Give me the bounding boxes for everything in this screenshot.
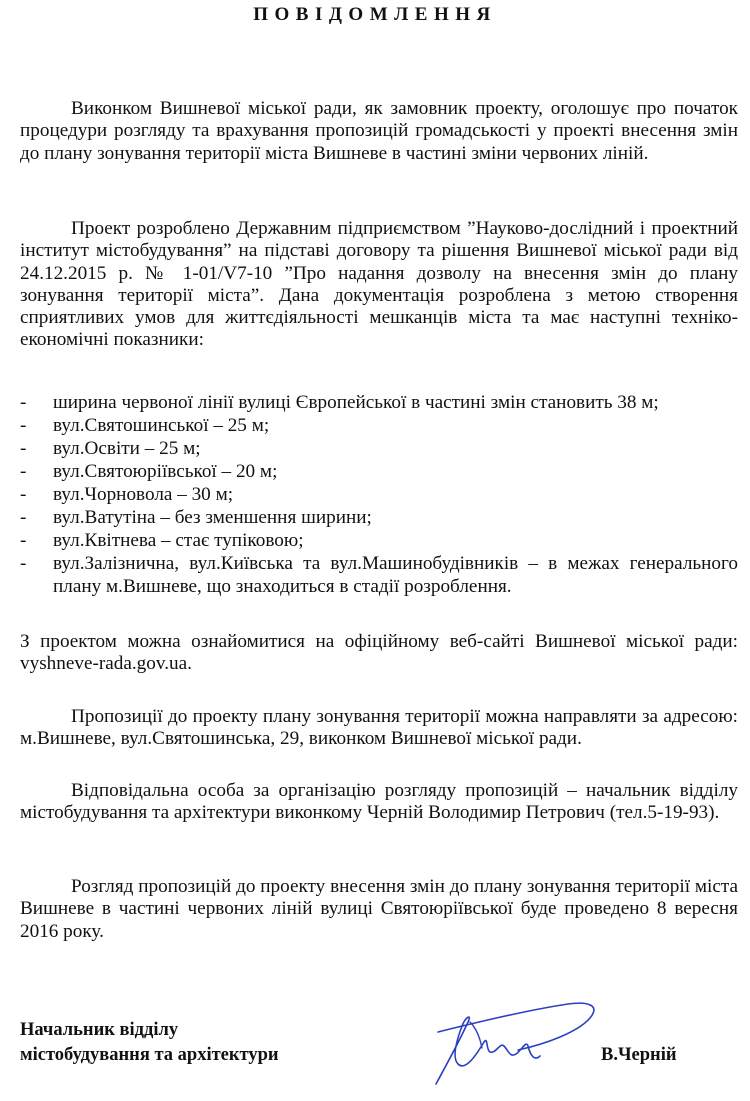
list-dash: - — [20, 507, 27, 528]
indicators-list — [20, 391, 738, 598]
handwritten-signature — [418, 992, 608, 1092]
responsible-person-paragraph: Відповідальна особа за організацію розгляду пропозицій – начальник відділу містобудування та архітектури виконкому Черній Володимир Петрович (тел.5-19-93). — [20, 780, 738, 824]
list-item: - вул.Квітнева – стає тупіковою; — [20, 530, 304, 551]
list-dash: - — [20, 415, 27, 436]
list-item: - вул.Освіти – 25 м; — [20, 438, 201, 459]
list-item: - вул.Залізнична, вул.Київська та вул.Машинобудівників – в межах генерального плану м.Вишневе, що знаходиться в стадії розроблення. — [20, 553, 738, 597]
list-item: - вул.Ватутіна – без зменшення ширини; — [20, 507, 372, 528]
list-item: - ширина червоної лінії вулиці Європейської в частині змін становить 38 м; — [20, 392, 659, 413]
list-item: - вул.Святошинської – 25 м; — [20, 415, 270, 436]
signature-stroke — [470, 1022, 482, 1048]
list-dash: - — [20, 392, 27, 413]
list-item: - вул.Святоюріївської – 20 м; — [20, 461, 278, 482]
list-dash: - — [20, 530, 27, 551]
intro-paragraph: Виконком Вишневої міської ради, як замовник проекту, оголошує про початок процедури розгляду та врахування пропозицій громадськості у проекті внесення змін до плану зонування території міста Вишневе в частині зміни червоних ліній. — [20, 98, 738, 164]
address-paragraph: Пропозиції до проекту плану зонування території можна направляти за адресою: м.Вишневе, вул.Святошинська, 29, виконком Вишневої міської ради. — [20, 706, 738, 750]
signatory-position-line2: містобудування та архітектури — [20, 1045, 279, 1065]
signature-stroke — [438, 1003, 594, 1050]
list-item: - вул.Чорновола – 30 м; — [20, 484, 234, 505]
list-dash: - — [20, 553, 27, 574]
website-paragraph: З проектом можна ознайомитися на офіційному веб-сайті Вишневої міської ради: vyshneve-rada.gov.ua. — [20, 631, 738, 675]
list-dash: - — [20, 484, 27, 505]
hearing-date-paragraph: Розгляд пропозицій до проекту внесення змін до плану зонування території міста Вишневе в частині червоних ліній вулиці Святоюріївської буде проведено 8 вересня 2016 року. — [20, 876, 738, 942]
signatory-name: В.Черній — [601, 1045, 677, 1065]
list-dash: - — [20, 461, 27, 482]
list-dash: - — [20, 438, 27, 459]
signature-stroke — [436, 1017, 540, 1084]
signatory-position — [20, 1018, 279, 1068]
notice-title: ПОВІДОМЛЕННЯ — [253, 4, 497, 25]
project-description-paragraph: Проект розроблено Державним підприємством ”Науково-дослідний і проектний інститут містобудування” на підставі договору та рішення Вишневої міської ради від 24.12.2015 р. № 1-01/V7-10 ”Про надання дозволу на внесення змін до плану зонування території міста”. Дана документація розроблена з метою створення сприятливих умов для життєдіяльності мешканців міста та має наступні техніко-економічні показники: — [20, 218, 738, 351]
signatory-position-line1: Начальник відділу — [20, 1020, 179, 1040]
